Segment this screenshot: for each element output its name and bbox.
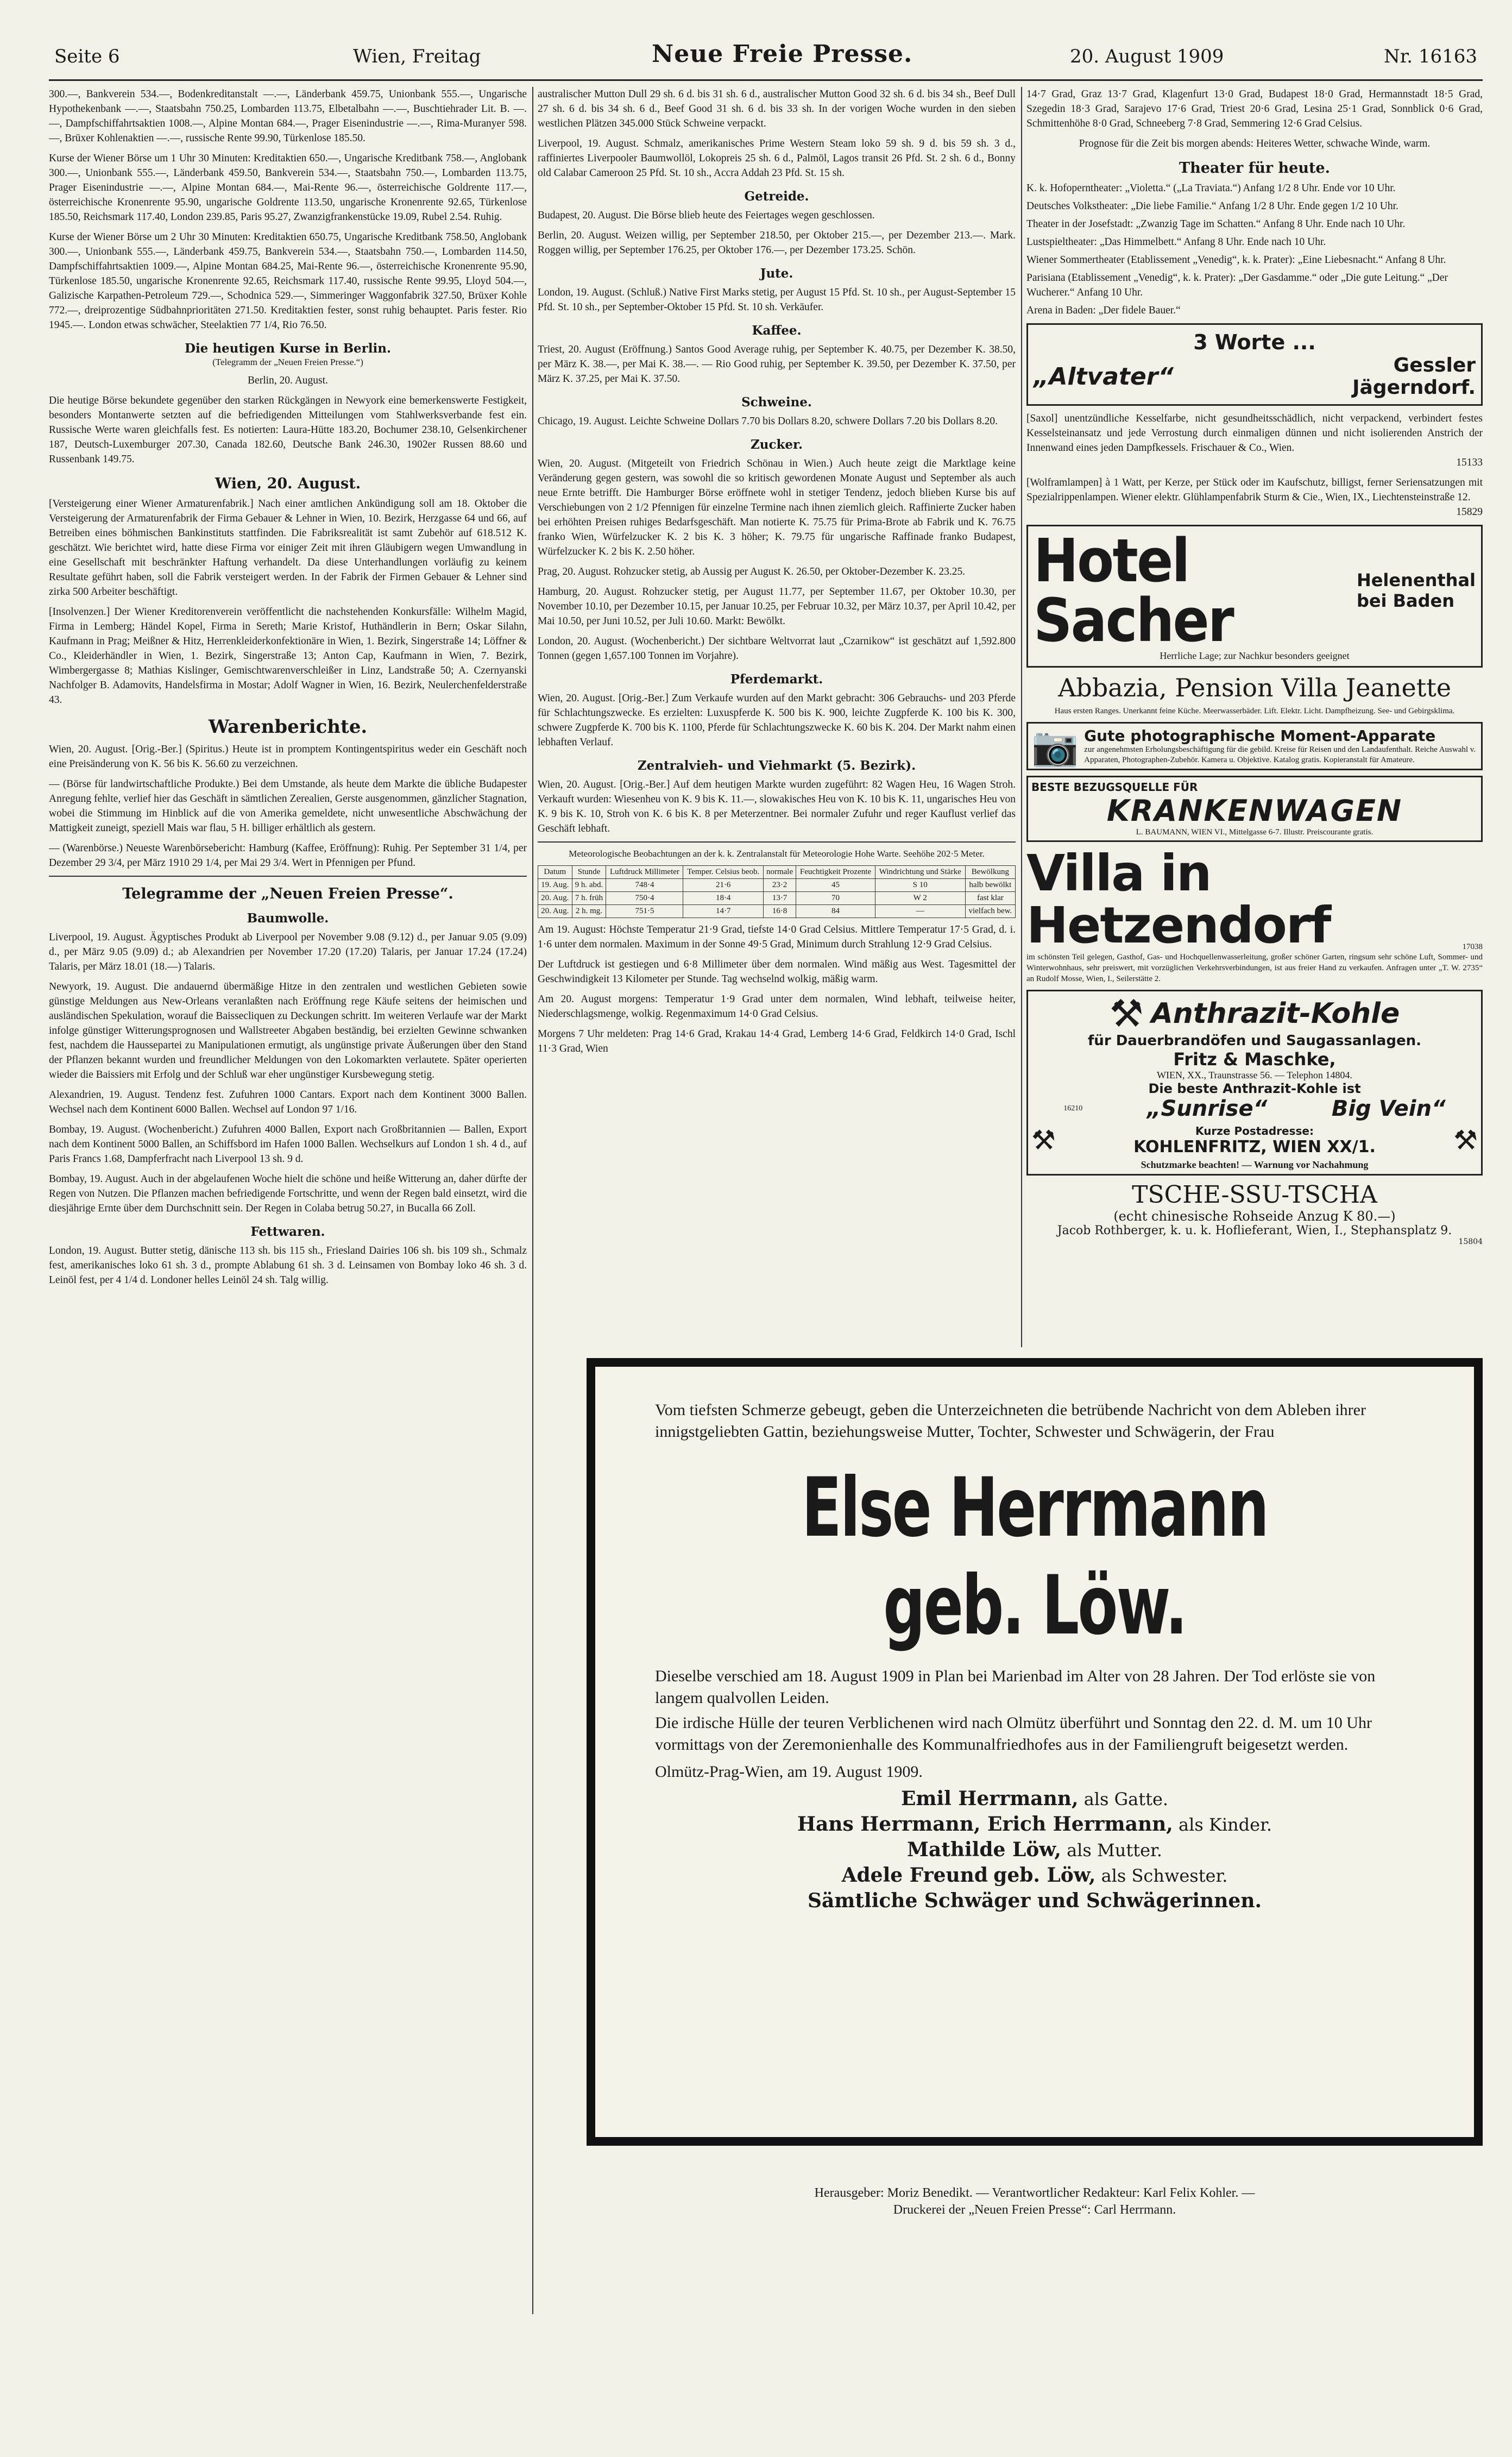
ad-photo-sub: zur angenehmsten Erholungsbeschäftigung für die gebild. Kreise für Reisen und den Landaufenthalt. Reiche Auswahl v. Apparaten, Photographen-Zubehör. Kamera u. Objektive. Katalog gratis. Kopieranstalt für Amateure. [1084,745,1476,764]
signer-role: als Kinder. [1179,1814,1272,1835]
signer-role: als Gatte. [1083,1789,1169,1809]
signer-name: Sämtliche Schwäger und Schwägerinnen. [807,1889,1262,1912]
ad-tsche-title: TSCHE-SSU-TSCHA [1132,1181,1377,1209]
imprint-editor: Herausgeber: Moriz Benedikt. — Verantwortlicher Redakteur: Karl Felix Kohler. — [814,2186,1255,2200]
weather-table-title: Meteorologische Beobachtungen an der k. k. Zentralanstalt für Meteorologie Hohe Warte. Seehöhe 202·5 Meter. [569,849,985,859]
kohle-firm: Fritz & Maschke, [1173,1049,1336,1070]
sugar-wien: Wien, 20. August. (Mitgeteilt von Friedrich Schönau in Wien.) Auch heute zeigt die Marktlage keine Veränderung gegen gestern, was sowohl die so kritisch gewordenen Monate August und September als auch neue Ernte betrifft. Die Hamburger Börse eröffnete wohl in stetiger Tendenz, jedoch blieben Kurse bis auf Verschiebungen von 2 1/2 Pfennigen für einzelne Termine nach ihnen ziemlich gleich. Raffinierte Zucker haben bei erhöhten Preisen ruhiges Bedarfsgeschäft. Man notierte K. 75.75 für Prima-Brote ab Fabrik und K. 76.75 franko Wien, Würfelzucker K. 2 bis K. 3 höher; K. 79.75 für ungarische Raffinade franko Budapest, Würfelzucker K. 2 bis K. 2.50 höher. [538,458,1016,557]
ad-wolfram: [Wolframlampen] à 1 Watt, per Kerze, per Stück oder im Kaufschutz, billigst, ferner Seriensatzungen mit Spezialrippenlampen. Wiener elektr. Glühlampenfabrik Sturm & Cie., Wien, IX., Liechtensteinstraße 12. [1026,477,1483,503]
cotton-bombay-weekly: Bombay, 19. August. (Wochenbericht.) Zufuhren 4000 Ballen, Export nach Großbritannien — Ballen, Export nach dem Kontinent 5000 Ballen, an Schiffsbord im Hafen 1000 Ballen. Wechselkurs auf London 1 sh. 4 d., auf Paris Francs 1.68, Dampferfracht nach Liverpool 13 sh. 9 d. [49,1124,527,1165]
ad-altvater-top: 3 Worte ... [1193,330,1316,354]
ad-kw-main: KRANKENWAGEN [1106,794,1403,828]
hotel-place: Helenenthal [1356,570,1476,590]
grain-budapest: Budapest, 20. August. Die Börse blieb heute des Feiertages wegen geschlossen. [538,210,875,221]
signer-name: Mathilde Löw, [907,1838,1061,1861]
sugar-heading: Zucker. [750,437,803,452]
issue-number: Nr. 16163 [1383,46,1477,67]
table-header-cell: Windrichtung und Stärke [875,866,965,879]
kohle-brand-1: „Sunrise“ [1146,1096,1268,1121]
signer-inlaws [655,1888,1414,1914]
table-cell: — [875,905,965,918]
ad-anthrazit [1026,990,1483,1176]
weather-table-header [538,866,1016,879]
signer-husband [655,1786,1414,1812]
obituary-place-date: Olmütz-Prag-Wien, am 19. August 1909. [655,1763,923,1781]
weather-report-morning: Am 20. August morgens: Temperatur 1·9 Grad unter dem normalen, Wind lebhaft, teilweise heiter, Niederschlagsmenge, wolkig. Regenmaximum 14·0 Grad Celsius. [538,994,1016,1020]
ad-photo [1026,722,1483,770]
signer-sister [655,1863,1414,1888]
ad-altvater-brand: „Altvater“ [1034,362,1174,391]
page-header [49,33,1483,81]
berlin-report: Die heutige Börse bekundete gegenüber den starken Rückgängen in Newyork eine bemerkenswerte Festigkeit, besonders Montanwerte setzten auf die befriedigenden Mitteilungen vom Stahlwerksverbande fest ein. Russische Werte waren gleichfalls fest. Es notierten: Laura-Hütte 183.20, Bochumer 238.10, Gelsenkirchener 187, Deutsch-Luxemburger 207.30, Canada 182.60, Deutsche Bank 246.30, 1902er Russen 88.60 und Russenbank 149.75. [49,395,527,465]
insolvency-article: [Insolvenzen.] Der Wiener Kreditorenverein veröffentlicht die nachstehenden Konkursfälle: Wilhelm Magid, Firma in Lemberg; Händel Kopel, Firma in Sereth; Marie Kristof, Huthändlerin in Bern; Oskar Silahn, Kaufmann in Prag; Meißner & Hitz, Herrenkleiderkonfektionäre in Wien, 1. Bezirk, Singerstraße 14; Löffner & Co., Kleiderhändler in Wien, 1. Bezirk, Singerstraße 13; Anton Cap, Kaufmann in Wien, 7. Bezirk, Wimbergergasse 8; Mathias Kislinger, Gemischtwarenverschleißer in Linz, Landstraße 50; A. Czernyanski Nachfolger B. Adamovits, Handelsfirma in Mostar; Adolf Wagner in Wien, 16. Bezirk, Neulerchenfelderstraße 43. [49,606,527,706]
table-cell: halb bewölkt [965,879,1015,892]
table-cell: fast klar [965,892,1015,905]
table-header-cell: Stunde [572,866,606,879]
table-cell: 70 [796,892,875,905]
theater-listing: K. k. Hofoperntheater: „Violetta.“ („La Traviata.“) Anfang 1/2 8 Uhr. Ende vor 10 Uhr. [1026,183,1396,194]
signer-name: Adele Freund [841,1864,988,1887]
table-header-cell: Bewölkung [965,866,1015,879]
table-row [538,905,1016,918]
theater-listing: Wiener Sommertheater (Etablissement „Venedig“, k. k. Prater): „Eine Liebesnacht.“ Anfang 8 Uhr. [1026,254,1446,266]
obituary-intro: Vom tiefsten Schmerze gebeugt, geben die Unterzeichneten die betrübende Nachricht von dem Ableben ihrer innigstgeliebten Gattin, beziehungsweise Mutter, Tochter, Schwester und Schwägerin, der Frau [655,1401,1366,1441]
table-header-cell: Feuchtigkeit Prozente [796,866,875,879]
ad-tsche-firm: Jacob Rothberger, k. u. k. Hoflieferant, Wien, I., Stephansplatz 9. [1057,1224,1452,1237]
header-place: Wien, Freitag [353,46,481,67]
cattle-market-heading: Zentralvieh- und Viehmarkt (5. Bezirk). [637,758,916,773]
cotton-newyork: Newyork, 19. August. Die andauernd übermäßige Hitze in den zentralen und westlichen Gebieten sowie günstige Meldungen aus New-Orleans veranlaßten nach Eröffnung rege Käufe seitens der heimischen und ausländischen Spekulation, worauf die Baissecliquen zu Deckungen schritt. Im weiteren Verlaufe war der Markt infolge günstiger Witterungsprognosen und Wallstreeter Abgaben beständig, bei erzielten Gewinne schwanken fest, nachdem die Haussepartei zu Manipulationen ermutigt, als ungünstige private Äußerungen über den Stand der Pflanzen bekannt wurden und freundlicher Meldungen von den Lokomarkten verlautete. Später operierten wieder die Baissiers mit Erfolg und der Schluß war eher ungünstiger Kursbewegung stetig. [49,981,527,1080]
signer-mother [655,1837,1414,1863]
table-cell: 20. Aug. [538,905,572,918]
table-cell: S 10 [875,879,965,892]
table-cell: 13·7 [763,892,796,905]
berlin-dateline: Berlin, 20. August. [248,375,328,386]
grain-heading: Getreide. [744,189,809,204]
table-cell: 84 [796,905,875,918]
weather-forecast: Prognose für die Zeit bis morgen abends: Heiteres Wetter, schwache Winde, warm. [1079,138,1431,149]
column-rule [1021,87,1022,1347]
ad-altvater-maker: Gessler [1393,354,1476,376]
signer-name-born: geb. Löw, [993,1864,1096,1887]
kohle-title: Anthrazit-Kohle [1151,997,1400,1030]
cattle-market: Wien, 20. August. [Orig.-Ber.] Auf dem heutigen Markte wurden zugeführt: 82 Wagen Heu, 16 Wagen Stroh. Verkauft wurden: Wiesenheu von K. 9 bis K. 11.—, slowakisches Heu von K. 10 bis K. 11, ungarisches Heu von K. 9 bis K. 10, Stroh von K. 6 bis K. 8 per Meterzentner. Bei normaler Zufuhr und reger Kauflust verlief das Geschäft lebhaft. [538,779,1016,834]
signer-name: Hans Herrmann, Erich Herrmann, [797,1813,1173,1836]
kohle-address: WIEN, XX., Traunstrasse 56. — Telephon 14804. [1157,1070,1352,1080]
ad-photo-title: Gute photographische Moment-Apparate [1084,727,1436,745]
agriculture-report: — (Börse für landwirtschaftliche Produkte.) Bei dem Umstande, als heute dem Markte die übliche Budapester Anregung fehlte, verlief hier das Geschäft in sämtlichen Zerealien, Gerste ausgenommen, gänzlicher Stagnation, wobei die Stimmung im Hinblick auf die von Amerika gemeldete, nicht unwesentliche Abschwächung der Mattigkeit zuneigt, speziell Mais war flau, 5 H. billiger erhältlich als gestern. [49,778,527,834]
table-cell: 23·2 [763,879,796,892]
weather-stations-cont: 14·7 Grad, Graz 13·7 Grad, Klagenfurt 13·0 Grad, Budapest 18·0 Grad, Hermannstadt 18·5 Grad, Szegedin 18·3 Grad, Sarajevo 17·6 Grad, Triest 20·6 Grad, Lesina 25·1 Grad, Sonnblick 0·6 Grad, Schmittenhöhe 8·0 Grad, Schneeberg 7·8 Grad, Semmering 12·6 Grad Celsius. [1026,89,1483,129]
weather-report-temp: Am 19. August: Höchste Temperatur 21·9 Grad, tiefste 14·0 Grad Celsius. Mittlere Temperatur 17·5 Grad, d. i. 1·6 unter dem normalen. Maximum in der Sonne 49·5 Grad, Minimum durch Strahlung 12·9 Grad Celsius. [538,924,1016,950]
table-cell: 7 h. früh [572,892,606,905]
theater-listing: Parisiana (Etablissement „Venedig“, k. k. Prater): „Der Gasdamme.“ oder „Die gute Leitung.“ „Der Wucherer.“ Anfang 10 Uhr. [1026,272,1448,298]
ad-krankenwagen [1026,776,1483,842]
weather-report-stations: Morgens 7 Uhr meldeten: Prag 14·6 Grad, Krakau 14·4 Grad, Lemberg 14·6 Grad, Feldkirch 14·0 Grad, Ischl 11·3 Grad, Wien [538,1028,1016,1054]
table-cell: 14·7 [683,905,763,918]
ad-villa-title: Villa in Hetzendorf [1026,844,1331,954]
ad-tsche-sub: (echt chinesische Rohseide Anzug K 80.—) [1113,1209,1396,1224]
pigs-chicago: Chicago, 19. August. Leichte Schweine Dollars 7.70 bis Dollars 8.20, schwere Dollars 7.20 bis Dollars 8.20. [538,416,998,427]
stock-quotes-2-30: Kurse der Wiener Börse um 2 Uhr 30 Minuten: Kreditaktien 650.75, Ungarische Kreditbank 758.50, Anglobank 300.—, Unionbank 555.—, Länderbank 459.75, Bankverein 534.—, Staatsbahn 750.—, Lombarden 114.50, Dampfschiffahrtsaktien 1009.—, Alpine Montan 684.25, Mai-Rente 96.—, österreichische Kronenrente 95.90, Türkenlose 185.50, ungarische Kronenrente 92.65, Reichsmark 117.40, russische Rente 99.95, Lloyd 504.—, Galizische Karpathen-Petroleum 729.—, Schodnica 529.—, Simmeringer Waggonfabrik 327.50, Brüxer Kohle 772.—, dreiprozentige Südbahnprioritäten 271.50. Kreditaktien fester, sonst ruhig behauptet. Paris fester. Rio 1945.—. London etwas schwächer, Steelaktien 77 1/4, Rio 76.50. [49,231,527,331]
kohle-post-label: Kurze Postadresse: [1195,1124,1314,1138]
imprint-printer: Druckerei der „Neuen Freien Presse“: Carl Herrmann. [893,2203,1176,2217]
cotton-bombay-weather: Bombay, 19. August. Auch in der abgelaufenen Woche hielt die schöne und heiße Witterung an, daher dürfte der Regen von Nutzen. Die Pflanzen machen befriedigende Fortschritte, und wenn der Regen bald einsetzt, wird die diesjährige Ernte über dem Durchschnitt sein. Der Regen in Colaba betrug 50.27, in Bucalla 66 Zoll. [49,1173,527,1214]
divider [49,876,527,877]
hotel-place-2: bei Baden [1356,590,1455,611]
liverpool-lard: Liverpool, 19. August. Schmalz, amerikanisches Prime Western Steam loko 59 sh. 9 d. bis 59 sh. 3 d., raffiniertes Liverpooler Baumwollöl, Lokopreis 25 sh. 6 d., Palmöl, Lagos transit 26 Pfd. St. 2 sh. 6 d., Bonny old Calabar Cameroon 25 Pfd. St. 10 sh., Accra Addah 23 Pfd. St. 15 sh. [538,138,1016,179]
sugar-hamburg: Hamburg, 20. August. Rohzucker stetig, per August 11.77, per September 11.67, per Oktober 10.30, per November 10.10, per Dezember 10.15, per Januar 10.25, per Februar 10.32, per März 10.37, per April 10.42, per Mai 10.50, per Juni 10.52, per Juli 10.60. Markt: Bewölkt. [538,586,1016,627]
ad-abbazia-sub: Haus ersten Ranges. Unerkannt feine Küche. Meerwasserbäder. Lift. Elektr. Licht. Dampfheizung. See- und Gebirgsklima. [1054,707,1455,715]
ad-abbazia-title: Abbazia, Pension Villa Jeanette [1058,673,1451,702]
horse-market: Wien, 20. August. [Orig.-Ber.] Zum Verkaufe wurden auf den Markt gebracht: 306 Gebrauchs- und 203 Pferde für Schlachtungszwecke. Es erzielten: Luxuspferde K. 500 bis K. 900, leichte Zugpferde K. 100 bis K. 300, schwere Zugpferde K. 700 bis K. 1100, Pferde für Schlachtungszwecke K. 60 bis K. 204. Der Markt nahm einen lebhaften Verlauf. [538,693,1016,748]
pigs-heading: Schweine. [741,395,812,410]
table-cell: 18·4 [683,892,763,905]
obituary-notice [587,1358,1483,2146]
spiritus-report: Wien, 20. August. [Orig.-Ber.] (Spiritus.) Heute ist in promptem Kontingentspiritus weder ein Geschäft noch eine Preisänderung von K. 56 bis K. 56.60 zu verzeichnen. [49,744,527,770]
table-cell: 21·6 [683,879,763,892]
column-2 [538,87,1016,1347]
ad-villa-code: 17038 [1462,942,1483,951]
table-cell: 750·4 [606,892,683,905]
theater-listing: Theater in der Josefstadt: „Zwanzig Tage im Schatten.“ Anfang 8 Uhr. Ende nach 10 Uhr. [1026,218,1406,230]
obituary-name: Else Herrmann geb. Löw. [802,1461,1268,1653]
market-reports-heading: Warenberichte. [208,716,368,738]
signer-children [655,1812,1414,1837]
cotton-liverpool: Liverpool, 19. August. Ägyptisches Produkt ab Liverpool per November 9.08 (9.12) d., per Januar 9.05 (9.09) d., per März 9.05 (9.09) d.; ab Alexandrien per November 17.20 (17.20) Talaris, per Januar 17.24 (17.24) Talaris, per März 18.01 (18.—) Talaris. [49,932,527,972]
goods-exchange-report: — (Warenbörse.) Neueste Warenbörsebericht: Hamburg (Kaffee, Eröffnung): Ruhig. Per September 31 1/4, per Dezember 29 3/4, per März 1910 29 1/4, per Mai 29 3/4. Wert in Pfennigen per Pfund. [49,843,527,869]
kohle-warning: Schutzmarke beachten! — Warnung vor Nachahmung [1141,1159,1369,1170]
ad-kw-top: BESTE BEZUGSQUELLE FÜR [1031,781,1198,794]
kohle-code: 16210 [1063,1104,1083,1113]
ad-hotel-sacher [1026,525,1483,668]
table-cell: 751·5 [606,905,683,918]
theater-listing: Deutsches Volkstheater: „Die liebe Familie.“ Anfang 1/2 8 Uhr. Ende gegen 1/2 10 Uhr. [1026,200,1398,212]
horse-market-heading: Pferdemarkt. [730,672,823,687]
theater-listing: Lustspieltheater: „Das Himmelbett.“ Anfang 8 Uhr. Ende nach 10 Uhr. [1026,236,1326,248]
kohle-post-address: KOHLENFRITZ, WIEN XX/1. [1133,1137,1376,1157]
imprint [587,2184,1483,2220]
telegrams-heading: Telegramme der „Neuen Freien Presse“. [122,885,453,902]
stock-quotes: 300.—, Bankverein 534.—, Bodenkreditanstalt —.—, Länderbank 459.75, Unionbank 555.—, Ungarische Hypothekenbank —.—, Staatsbahn 750.25, Lombarden 113.75, Elbetalbahn —.—, Buschtiehrader Lit. B. —.—, Dampfschiffahrtsaktien 1008.—, Alpine Montan 684.—, Prager Eisenindustrie —.—, Rima-Muranyer 598.—, Brüxer Kohlenaktien —.—, russische Rente 99.90, Türkenlose 185.50. [49,89,527,144]
signer-name: Emil Herrmann, [900,1787,1079,1810]
divider [538,841,1016,843]
cotton-heading: Baumwolle. [247,911,329,926]
coffee-heading: Kaffee. [752,323,802,338]
ad-saxol: [Saxol] unentzündliche Kesselfarbe, nicht gesundheitsschädlich, nicht verpackend, verbindert festes Kesselsteinansatz und jede Verrostung durch einmaligen dünnen und nicht isolierenden Anstrich der Innenwand eines jeden Dampfkessels. Frischauer & Co., Wien. [1026,413,1483,454]
berlin-heading: Die heutigen Kurse in Berlin. [185,341,391,356]
crossed-hammers-icon: ⚒ [1453,1124,1478,1156]
theater-heading: Theater für heute. [1179,160,1331,177]
table-header-cell: Temper. Celsius beob. [683,866,763,879]
table-header-cell: normale [763,866,796,879]
ad-villa-sub: im schönsten Teil gelegen, Gasthof, Gas- und Hochquellenwasserleitung, großer schöner Garten, ringsum sehr schöne Luft, Sommer- und Winterwohnhaus, sehr preiswert, mit vorzüglichen Verkehrsverbindungen, ist aus freier Hand zu verkaufen. Anfragen unter „T. W. 2735“ an Rudolf Mosse, Wien, I., Seilerstätte 2. [1026,953,1483,983]
obituary-burial: Die irdische Hülle der teuren Verblichenen wird nach Olmütz überführt und Sonntag den 22. d. M. um 10 Uhr vormittags von der Zeremonienhalle des Kommunalfriedhofes aus in der Familiengruft beigesetzt werden. [655,1714,1372,1754]
column-3 [1026,87,1483,1347]
kohle-best: Die beste Anthrazit-Kohle ist [1148,1081,1361,1096]
page-number: Seite 6 [54,46,120,67]
mutton-report: australischer Mutton Dull 29 sh. 6 d. bis 31 sh. 6 d., australischer Mutton Good 32 sh. 6 d. bis 34 sh., Beef Dull 27 sh. 6 d. bis 34 sh. 6 d., Beef Good 31 sh. 6 d. bis 33 sh. In der vorigen Woche wurden in den sieben westlichen Plätzen 345.000 Stück Schweine verpackt. [538,89,1016,129]
signer-role: als Mutter. [1067,1840,1162,1861]
camera-icon: 📷 [1031,724,1079,769]
sugar-london: London, 20. August. (Wochenbericht.) Der sichtbare Weltvorrat laut „Czarnikow“ ist geschätzt auf 1,592.800 Tonnen (gegen 1,657.100 Tonnen im Vorjahre). [538,636,1016,662]
table-cell: 19. Aug. [538,879,572,892]
table-cell: W 2 [875,892,965,905]
hotel-tagline: Herrliche Lage; zur Nachkur besonders geeignet [1160,650,1350,661]
ad-wolfram-code: 15829 [1456,506,1483,518]
table-cell: 16·8 [763,905,796,918]
newspaper-title: Neue Freie Presse. [652,40,913,68]
coffee-triest: Triest, 20. August (Eröffnung.) Santos Good Average ruhig, per September K. 40.75, per Dezember K. 38.50, per März K. 38.—, per Mai K. 38.—. — Rio Good ruhig, per September K. 39.50, per Dezember K. 37.50, per März K. 37.25, per Mai K. 37.50. [538,344,1016,385]
auction-article: [Versteigerung einer Wiener Armaturenfabrik.] Nach einer amtlichen Ankündigung soll am 18. Oktober die Versteigerung der Armaturenfabrik der Firma Gebauer & Lehner in Wien, 10. Bezirk, Herzgasse 64 und 66, auf Betreiben eines böhmischen Bankinstituts stattfinden. Die Fabriksrealität ist samt Zubehör auf 618.512 K. geschätzt. Wie berichtet wird, hatte diese Firma vor einiger Zeit mit ihren Gläubigern wegen Umwandlung in eine Gesellschaft mit beschränkter Haftung verhandelt. Da diese Unterhandlungen vorläufig zu keinem Resultate geführt haben, soll die Fabrik versteigert werden. In der Fabrik der Firmen Gebauer & Lehner sind zirka 500 Arbeiter beschäftigt. [49,498,527,598]
fats-heading: Fettwaren. [250,1224,325,1239]
column-1 [49,87,527,2368]
column-rule [532,1293,533,2314]
fats-london: London, 19. August. Butter stetig, dänische 113 sh. bis 115 sh., Friesland Dairies 106 sh. bis 109 sh., Schmalz fest, amerikanisches loko 61 sh. 3 d., prompte Ablabung 61 sh. 3 d. Leinsamen von Bombay loko 46 sh. 3 d. Leinöl fest, per 4 1/4 d. Londoner helles Leinöl 24 sh. Talg willig. [49,1245,527,1286]
table-row [538,879,1016,892]
table-row [538,892,1016,905]
table-cell: 748·4 [606,879,683,892]
ad-kw-sub: L. BAUMANN, WIEN VI., Mittelgasse 6-7. Illustr. Preiscourante gratis. [1136,828,1374,837]
table-cell: 9 h. abd. [572,879,606,892]
table-cell: 45 [796,879,875,892]
table-cell: 20. Aug. [538,892,572,905]
berlin-subheading: (Telegramm der „Neuen Freien Presse.“) [212,357,363,367]
sugar-prag: Prag, 20. August. Rohzucker stetig, ab Aussig per August K. 26.50, per Oktober-Dezember K. 23.25. [538,566,966,577]
table-header-cell: Luftdruck Millimeter [606,866,683,879]
table-cell: vielfach bew. [965,905,1015,918]
theater-listing: Arena in Baden: „Der fidele Bauer.“ [1026,305,1181,316]
table-header-cell: Datum [538,866,572,879]
header-date: 20. August 1909 [1070,46,1224,67]
ad-altvater [1026,323,1483,406]
weather-table [538,865,1016,918]
jute-heading: Jute. [760,266,793,281]
obituary-death: Dieselbe verschied am 18. August 1909 in Plan bei Marienbad im Alter von 28 Jahren. Der Tod erlöste sie von langem qualvollen Leiden. [655,1667,1376,1707]
table-cell: 2 h. mg. [572,905,606,918]
ad-tsche-code: 15804 [1458,1237,1483,1246]
hotel-name: Hotel Sacher [1034,526,1233,655]
crossed-hammers-icon: ⚒ [1109,991,1144,1036]
kohle-sub: für Dauerbrandöfen und Saugassanlagen. [1088,1033,1421,1049]
signer-role: als Schwester. [1101,1865,1228,1886]
crossed-hammers-icon: ⚒ [1031,1124,1056,1156]
newspaper-page [49,33,1483,2423]
weather-report-pressure: Der Luftdruck ist gestiegen und 6·8 Millimeter über dem normalen. Wind mäßig aus West. Tagesmittel der Geschwindigkeit 13 Kilometer per Stunde. Tag wechselnd wolkig, mäßig warm. [538,959,1016,985]
grain-berlin: Berlin, 20. August. Weizen willig, per September 218.50, per Oktober 215.—, per Dezember 213.—. Mark. Roggen willig, per September 176.25, per Oktober 176.—, per Dezember 173.25. Schön. [538,230,1016,256]
column-rule [532,87,533,1347]
stock-quotes-1-30: Kurse der Wiener Börse um 1 Uhr 30 Minuten: Kreditaktien 650.—, Ungarische Kreditbank 758.—, Anglobank 300.—, Unionbank 555.—, Länderbank 459.50, Bankverein 534.—, Staatsbahn 750.—, Lombarden 113.75, Prager Eisenindustrie —.—, Alpine Montan 684.—, Mai-Rente 96.—, österreichische Goldrente 117.—, österreichische Kronenrente 95.90, ungarische Goldrente 113.50, ungarische Kronenrente 92.65, Türkenlose 185.50, Reichsmark 117.40, London 239.85, Paris 95.27, Zwanzigfrankenstücke 19.09, Rubel 2.54. Ruhig. [49,153,527,223]
cotton-alexandria: Alexandrien, 19. August. Tendenz fest. Zufuhren 1000 Cantars. Export nach dem Kontinent 3000 Ballen. Wechsel nach dem Kontinent 6000 Ballen. Wechsel auf London 97 1/16. [49,1089,527,1115]
wien-heading: Wien, 20. August. [215,475,361,492]
ad-altvater-city: Jägerndorf. [1352,376,1476,399]
jute-london: London, 19. August. (Schluß.) Native First Marks stetig, per August 15 Pfd. St. 10 sh., per August-September 15 Pfd. St. 10 sh., per September-Oktober 15 Pfd. St. 10 sh. Verkäufer. [538,287,1016,313]
kohle-brand-2: Big Vein“ [1331,1096,1446,1121]
ad-saxol-code: 15133 [1456,457,1483,468]
